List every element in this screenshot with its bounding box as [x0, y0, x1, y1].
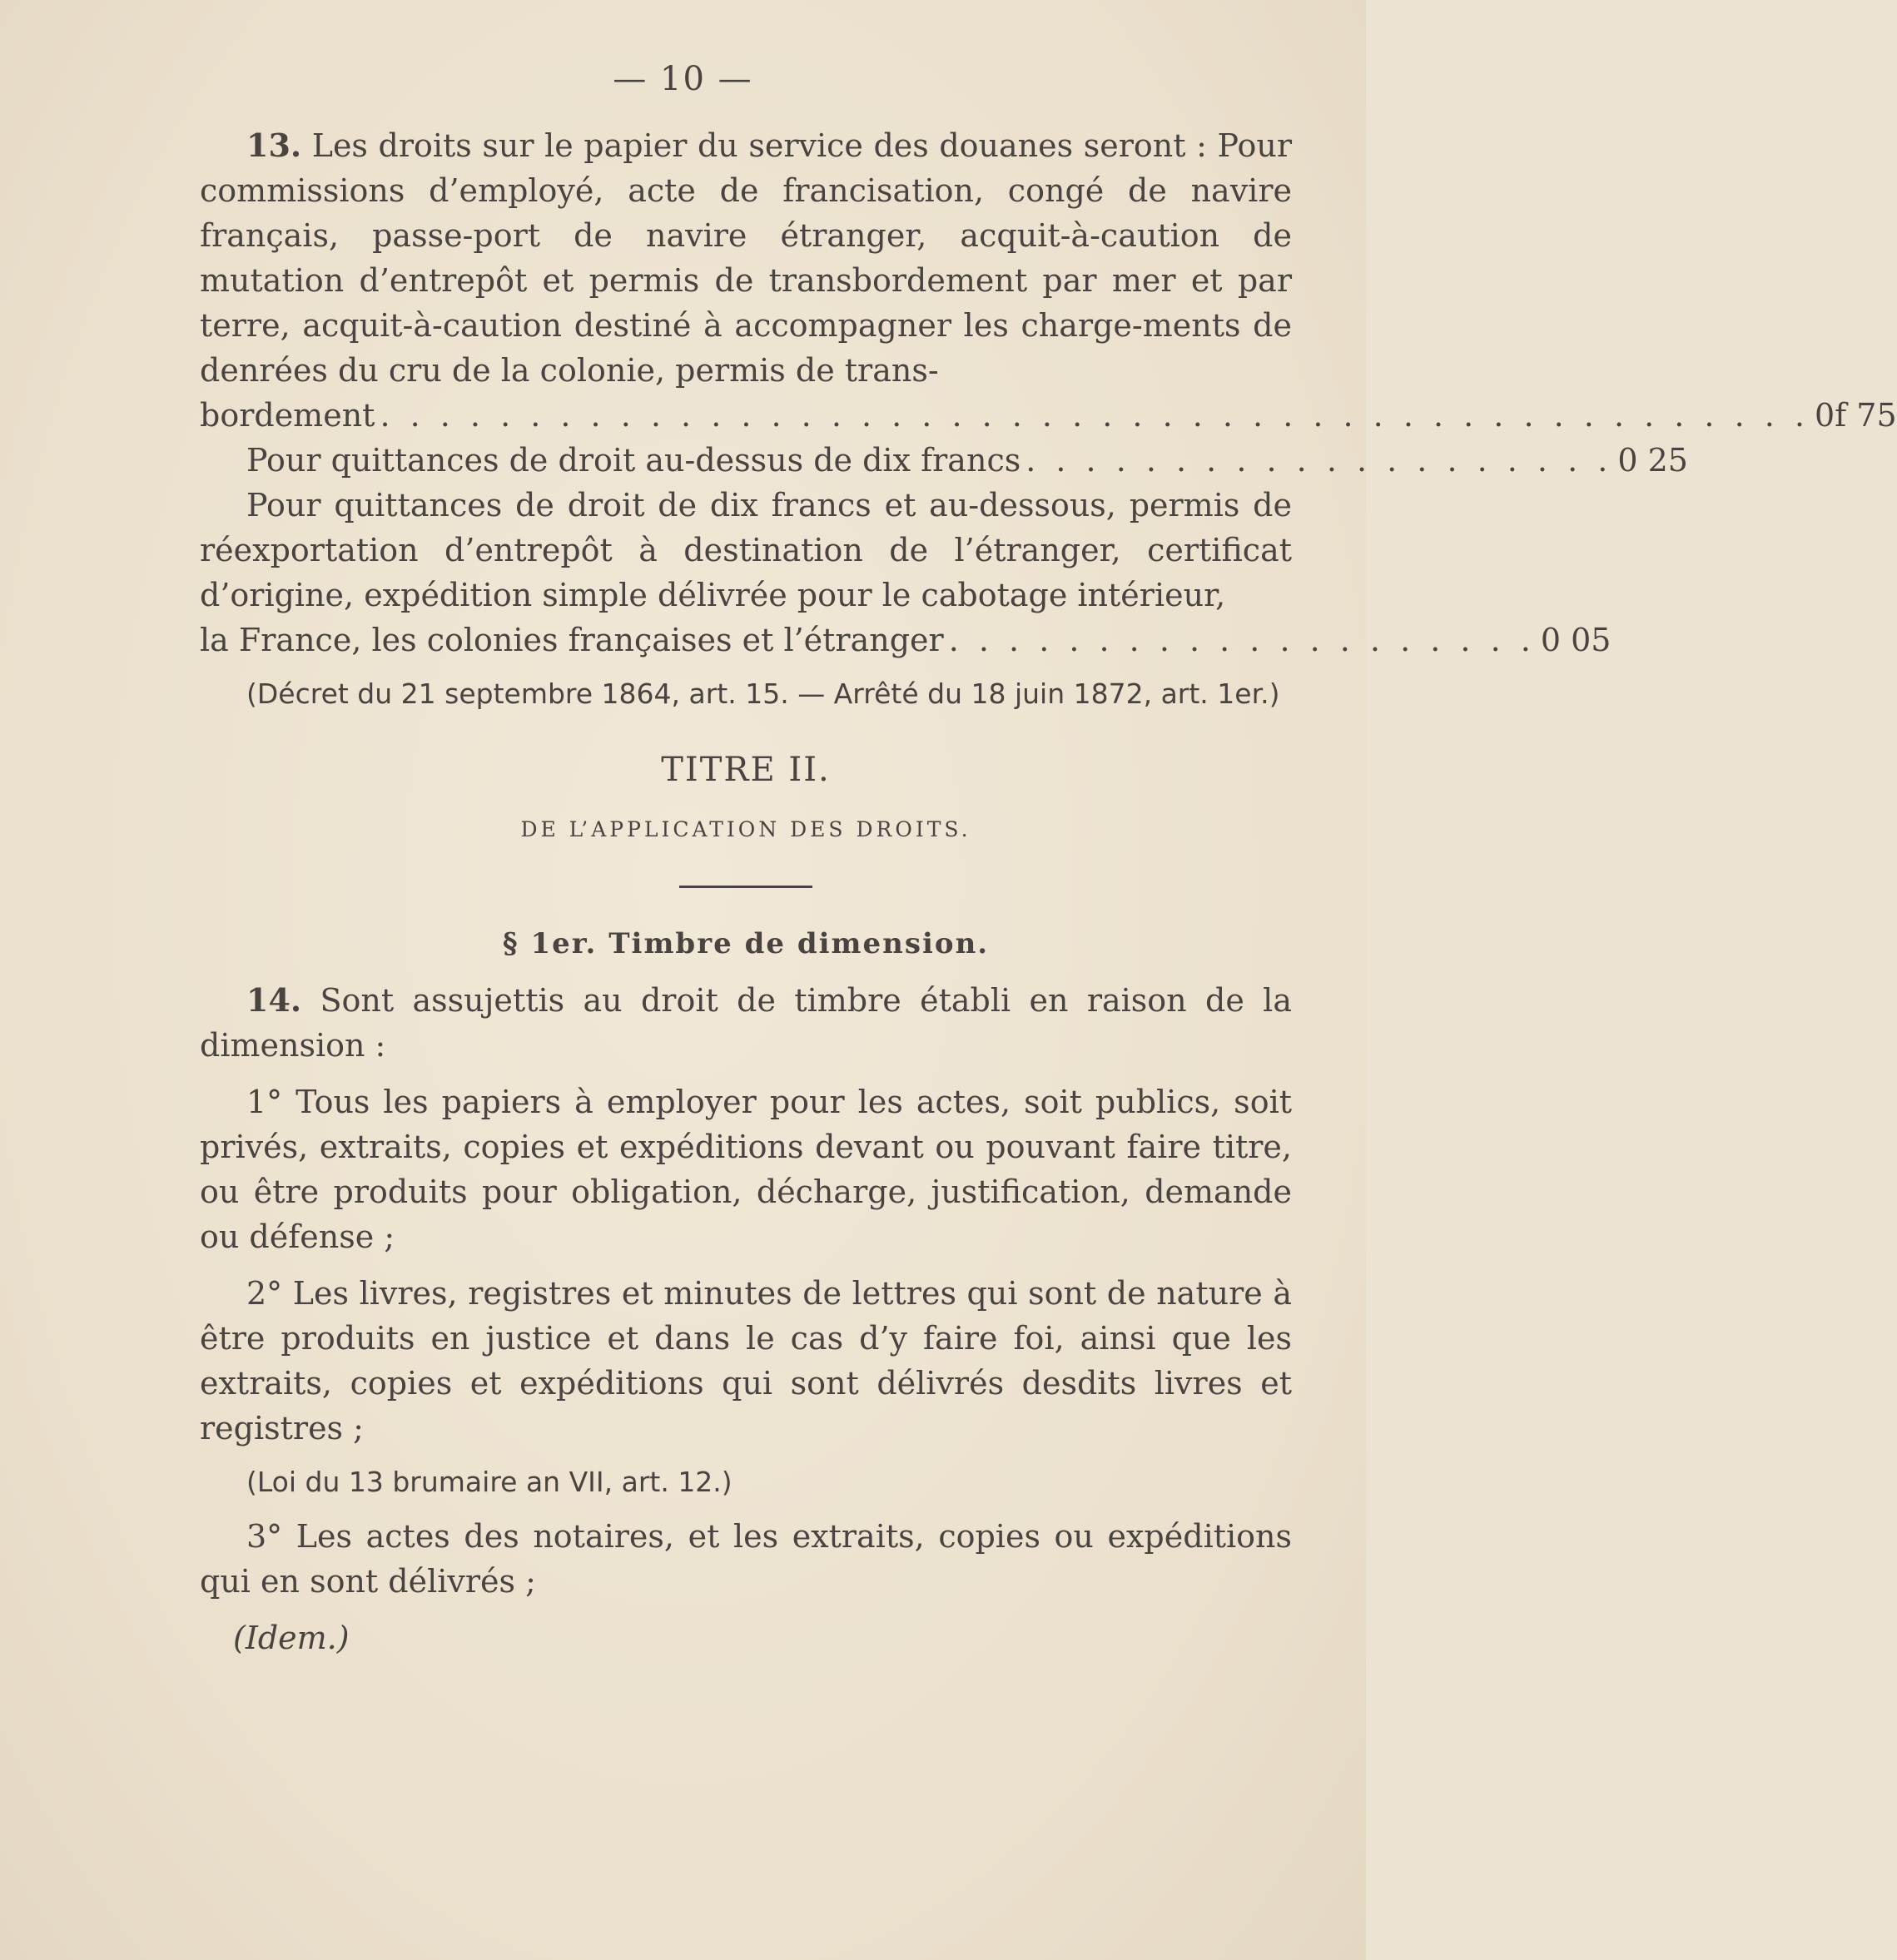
section-divider: [679, 886, 812, 888]
article-13-citation: (Décret du 21 septembre 1864, art. 15. — Arrêté du 18 juin 1872, art. 1er.): [246, 677, 1280, 710]
article-13-number: 13.: [246, 127, 302, 164]
section-heading: § 1er. Timbre de dimension.: [502, 927, 990, 960]
article-14-citation: (Loi du 13 brumaire an VII, art. 12.): [246, 1466, 732, 1498]
article-13-line-last: [200, 393, 1897, 438]
article-14-text: Sont assujettis au droit de timbre établi en raison de la dimension :: [200, 982, 1292, 1064]
article-13-intro: [200, 123, 1292, 393]
document-body: [200, 123, 1897, 1660]
article-13-text: Les droits sur le papier du service des douanes seront : Pour commissions d’employé, acte de francisation, congé de navire français, passe-port de navire étranger, acquit-à-caution de mutation d’entrepôt et permis de transbordement par mer et par terre, acquit-à-caution destiné à accompagner les charge-ments de denrées du cru de la colonie, permis de trans-: [200, 127, 1292, 389]
article-14-number: 14.: [246, 981, 302, 1019]
article-14-item-3: 3° Les actes des notaires, et les extraits, copies ou expéditions qui en sont délivrés ;: [200, 1518, 1292, 1600]
article-13-para-3: Pour quittances de droit de dix francs et au-dessous, permis de réexportation d’entrepôt à destination de l’étranger, certificat d’origine, expédition simple délivrée pour le cabotage intérieur,: [200, 487, 1292, 613]
article-13-line-2: [200, 438, 1688, 483]
article-14-item-1: 1° Tous les papiers à employer pour les actes, soit publics, soit privés, extraits, copies et expéditions devant ou pouvant faire titre, ou être produits pour obligation, décharge, justification, demande ou défense ;: [200, 1084, 1292, 1255]
article-14-intro: [200, 978, 1292, 1068]
titre-subheading: DE L’APPLICATION DES DROITS.: [520, 817, 971, 841]
dot-leader: . . . . . . . . . . . . . . . . . . . .: [948, 622, 1536, 658]
article-13-amount-3: 0 05: [1540, 622, 1611, 658]
article-14-idem: (Idem.): [233, 1620, 350, 1656]
article-13-amount-2: 0 25: [1617, 442, 1688, 479]
dot-leader: . . . . . . . . . . . . . . . . . . . . . . . . . . . . . . . . . . . . . . . . . . . . . . . .: [380, 397, 1810, 434]
article-13-line-2-text: Pour quittances de droit au-dessus de dix francs: [246, 442, 1021, 479]
article-14-item-2: 2° Les livres, registres et minutes de lettres qui sont de nature à être produits en justice et dans le cas d’y faire foi, ainsi que les extraits, copies et expéditions qui sont délivrés desdits livres et registres ;: [200, 1275, 1292, 1446]
dot-leader: . . . . . . . . . . . . . . . . . . . .: [1025, 442, 1613, 479]
article-13-line-3-last-text: la France, les colonies françaises et l’étranger: [200, 622, 944, 658]
article-13-amount-1: 0f 75: [1814, 397, 1897, 434]
page-number: — 10 —: [613, 60, 753, 98]
article-13-line-last-text: bordement: [200, 397, 375, 434]
titre-heading: TITRE II.: [661, 751, 831, 789]
article-13-line-3-last: [200, 618, 1611, 662]
